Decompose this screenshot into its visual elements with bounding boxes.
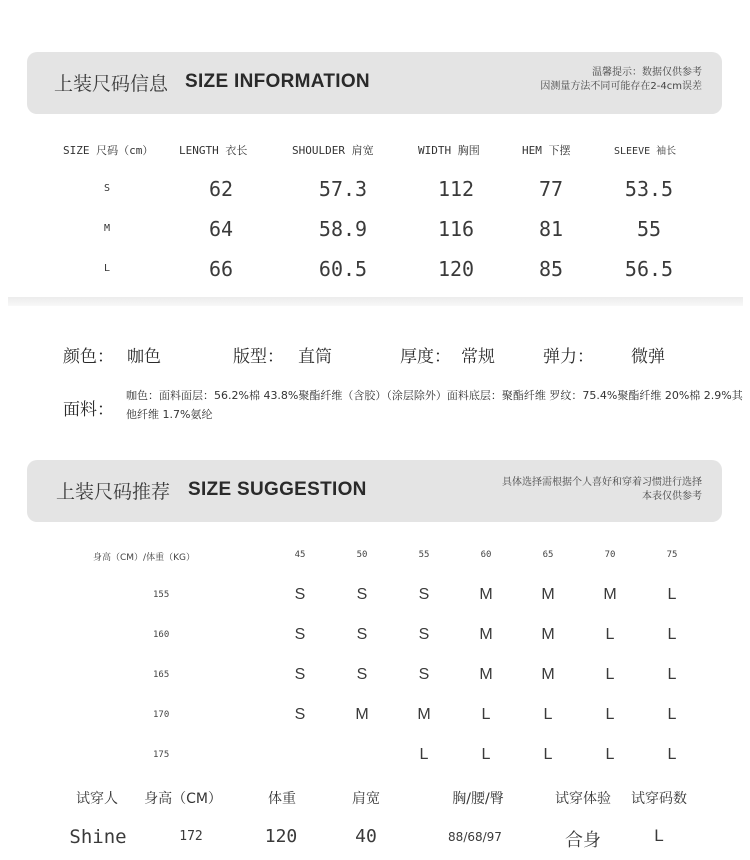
suggested-size: L [667,666,677,683]
try-on-header: 试穿码数 [631,791,687,807]
try-on-header: 肩宽 [352,791,380,807]
try-on-header: 身高（CM） [144,791,222,807]
size-suggestion-note [502,476,702,504]
try-on-shoulder: 40 [355,826,377,847]
suggested-size: S [356,626,368,643]
color-label: 颜色： [63,347,114,367]
suggested-size: S [356,666,368,683]
try-on-measurements: 88/68/97 [448,830,502,844]
size-value: 64 [208,217,234,241]
size-value: 55 [636,217,662,241]
size-value: 85 [538,257,564,281]
suggested-size: M [417,706,431,723]
size-table-header: LENGTH 衣长 [179,144,248,157]
size-value: 62 [208,177,234,201]
suggested-size: M [541,666,555,683]
suggested-size: M [541,626,555,643]
try-on-person: Shine [69,826,127,848]
size-value: 66 [208,257,234,281]
size-value: 60.5 [318,257,368,281]
suggestion-corner-label: 身高（CM）/体重（KG） [93,553,195,563]
suggested-size: M [355,706,369,723]
suggested-size: M [541,586,555,603]
suggested-size: L [543,706,553,723]
height-label: 155 [153,590,170,600]
suggested-size: S [294,666,306,683]
try-on-header: 试穿人 [76,791,118,807]
elastic-label: 弹力： [543,347,594,367]
try-on-size: L [654,826,664,845]
size-info-note-line2: 因测量方法不同可能存在2-4cm误差 [540,81,702,92]
size-table-header: WIDTH 胸围 [418,144,480,157]
size-value: 77 [538,177,564,201]
weight-header: 75 [666,550,678,560]
fit-label: 版型： [233,347,284,367]
fabric-text: 咖色：面料面层：56.2%棉 43.8%聚酯纤维（含胶）（涂层除外）面料底层：聚酯纤维 罗纹：75.4%聚酯纤维 20%棉 2.9%其他纤维 1.7%氨纶 [126,389,743,421]
suggested-size: S [356,586,368,603]
size-label: S [104,183,111,194]
size-value: 81 [538,217,564,241]
height-label: 170 [153,710,170,720]
fit-value: 直筒 [298,347,332,367]
suggested-size: M [479,586,493,603]
size-value: 56.5 [624,257,674,281]
section-divider [8,297,743,306]
size-value: 116 [437,217,475,241]
suggested-size: L [667,586,677,603]
elastic-value: 微弹 [631,347,665,367]
size-label: M [104,223,111,234]
try-on-height: 172 [179,829,203,844]
size-value: 57.3 [318,177,368,201]
size-suggestion-title-cn: 上装尺码推荐 [56,481,171,503]
thickness-label: 厚度： [400,347,451,367]
color-value: 咖色 [127,347,161,367]
suggested-size: S [418,666,430,683]
suggested-size: S [294,706,306,723]
fabric-label: 面料： [63,400,114,420]
suggested-size: L [605,746,615,763]
size-value: 53.5 [624,177,674,201]
size-suggestion-banner [27,460,722,522]
suggested-size: L [605,666,615,683]
weight-header: 60 [480,550,492,560]
size-table-header: HEM 下摆 [522,144,571,157]
height-label: 165 [153,670,170,680]
size-table-header: SHOULDER 肩宽 [292,144,374,157]
weight-header: 50 [356,550,368,560]
size-info-title-en: SIZE INFORMATION [185,71,370,92]
size-table-header: SIZE 尺码（cm） [63,144,154,157]
suggested-size: L [481,746,491,763]
try-on-header: 试穿体验 [555,791,611,807]
weight-header: 70 [604,550,616,560]
weight-header: 65 [542,550,554,560]
size-info-note-line1: 温馨提示：数据仅供参考 [592,67,702,78]
weight-header: 45 [294,550,306,560]
size-info-banner [27,52,722,114]
size-label: L [104,263,111,274]
height-label: 175 [153,750,170,760]
suggested-size: S [418,626,430,643]
thickness-value: 常规 [461,347,495,367]
suggested-size: M [603,586,617,603]
suggested-size: L [605,626,615,643]
suggested-size: L [419,746,429,763]
size-suggestion-title-en: SIZE SUGGESTION [188,479,367,500]
size-info-note [540,66,702,94]
suggested-size: S [294,586,306,603]
suggested-size: L [667,706,677,723]
size-info-title-cn: 上装尺码信息 [54,73,169,95]
try-on-header: 体重 [268,791,296,807]
suggested-size: L [543,746,553,763]
suggested-size: M [479,626,493,643]
size-value: 58.9 [318,217,368,241]
height-label: 160 [153,630,170,640]
size-value: 120 [437,257,475,281]
suggested-size: L [667,626,677,643]
suggested-size: M [479,666,493,683]
size-suggestion-note-line2: 本表仅供参考 [642,491,702,502]
try-on-weight: 120 [264,826,298,847]
weight-header: 55 [418,550,430,560]
size-value: 112 [437,177,475,201]
suggested-size: S [294,626,306,643]
size-suggestion-note-line1: 具体选择需根据个人喜好和穿着习惯进行选择 [502,477,702,488]
suggested-size: L [481,706,491,723]
suggested-size: L [667,746,677,763]
suggested-size: L [605,706,615,723]
size-table-header: SLEEVE 袖长 [614,146,677,157]
try-on-header: 胸/腰/臀 [452,791,504,807]
suggested-size: S [418,586,430,603]
try-on-experience: 合身 [565,830,601,851]
